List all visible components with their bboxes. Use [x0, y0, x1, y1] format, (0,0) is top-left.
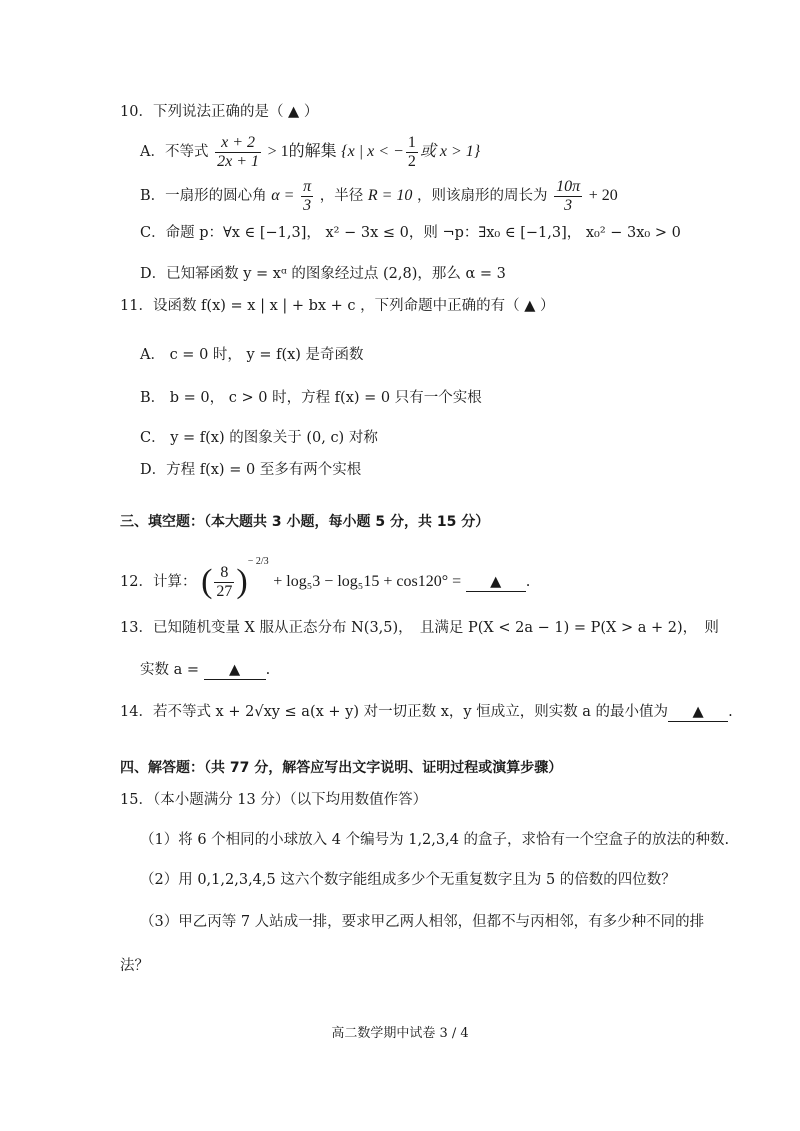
q15-part-3: （3）甲乙丙等 7 人站成一排，要求甲乙两人相邻，但都不与丙相邻，有多少种不同的排	[140, 914, 705, 930]
q10-b-angle: $\frac{\pi}{3}$	[303, 178, 312, 214]
q10-stem: 10．下列说法正确的是（ ▲ ）	[120, 104, 319, 120]
q11-option-a: A． c = 0 时， y = f(x) 是奇函数	[140, 347, 364, 363]
q13-line-1: 13．已知随机变量 X 服从正态分布 N(3,5)， 且满足 P(X < 2a − 1) = P(X > a + 2)， 则	[120, 620, 719, 636]
q10-option-d: D．已知幂函数 y = xᵅ 的图象经过点 (2,8)，那么 α = 3	[140, 266, 506, 282]
q10-option-b	[140, 178, 618, 214]
q12-exponent: − 2/3	[247, 556, 269, 567]
q12: 12．计算： ( $\frac{8}{27}$ )$^{- 2/3}$ + log₅3 − log₅15 + cos120° = ▲ .	[120, 556, 531, 600]
q10-a-fraction: $\frac{x + 2}{2x + 1}$	[217, 134, 259, 170]
q10-a-label: A．不等式	[140, 144, 209, 161]
q15-part-1: （1）将 6 个相同的小球放入 4 个编号为 1,2,3,4 的盒子，求恰有一个空盒子的放法的种数.	[140, 832, 730, 848]
q10-a-rest: > 1的解集	[267, 143, 337, 161]
q10-b-perimeter: $\frac{10\pi}{3}$	[556, 178, 581, 214]
q10-option-a	[140, 134, 480, 170]
q11-option-b: B． b = 0， c > 0 时，方程 f(x) = 0 只有一个实根	[140, 390, 482, 406]
q13-line-2: 实数 a = ▲ .	[140, 662, 270, 680]
q10-b-tail: ，则该扇形的周长为	[417, 188, 548, 205]
q14-answer-blank[interactable]: ▲	[668, 704, 728, 722]
q12-answer-blank[interactable]: ▲	[466, 574, 526, 592]
q10-a-set-open: {x | x < −	[341, 143, 404, 161]
q10-a-set-close: 或 x > 1}	[419, 143, 481, 161]
q14: 14．若不等式 x + 2√xy ≤ a(x + y) 对一切正数 x，y 恒成立，则实数 a 的最小值为 ▲ .	[120, 704, 733, 722]
q13-answer-blank[interactable]: ▲	[204, 662, 266, 680]
q15-part-2: （2）用 0,1,2,3,4,5 这六个数字能组成多少个无重复数字且为 5 的倍数的四位数？	[140, 872, 676, 888]
q15-stem: 15．（本小题满分 13 分）（以下均用数值作答）	[120, 792, 428, 808]
section-4-heading: 四、解答题：（共 77 分，解答应写出文字说明、证明过程或演算步骤）	[120, 760, 563, 776]
q11-option-c: C． y = f(x) 的图象关于 (0, c) 对称	[140, 430, 378, 446]
q10-a-half: $\frac{1}{2}$	[407, 134, 416, 170]
section-3-heading: 三、填空题：（本大题共 3 小题，每小题 5 分，共 15 分）	[120, 514, 490, 530]
q10-b-per-tail: + 20	[588, 187, 618, 205]
q11-stem: 11．设函数 f(x) = x | x | + bx + c ，下列命题中正确的有（ ▲ ）	[120, 298, 555, 314]
q12-expression: + log₅3 − log₅15 + cos120° =	[273, 573, 462, 590]
page-footer: 高二数学期中试卷 3 / 4	[331, 1026, 469, 1041]
q11-option-d: D．方程 f(x) = 0 至多有两个实根	[140, 462, 362, 478]
q10-option-c: C．命题 p：∀x ∈ [−1,3]， x² − 3x ≤ 0，则 ¬p：∃x₀ ∈ [−1,3]， x₀² − 3x₀ > 0	[140, 225, 681, 241]
q10-b-radius: R = 10	[367, 187, 413, 205]
q12-label: 12．计算：	[120, 574, 197, 590]
q10-b-mid: ，半径	[319, 188, 364, 205]
q10-b-alpha: α =	[271, 187, 295, 205]
q12-fraction: $\frac{8}{27}$	[216, 563, 233, 600]
q15-part-3-cont: 法？	[120, 958, 149, 974]
q10-b-label: B．一扇形的圆心角	[140, 188, 267, 205]
